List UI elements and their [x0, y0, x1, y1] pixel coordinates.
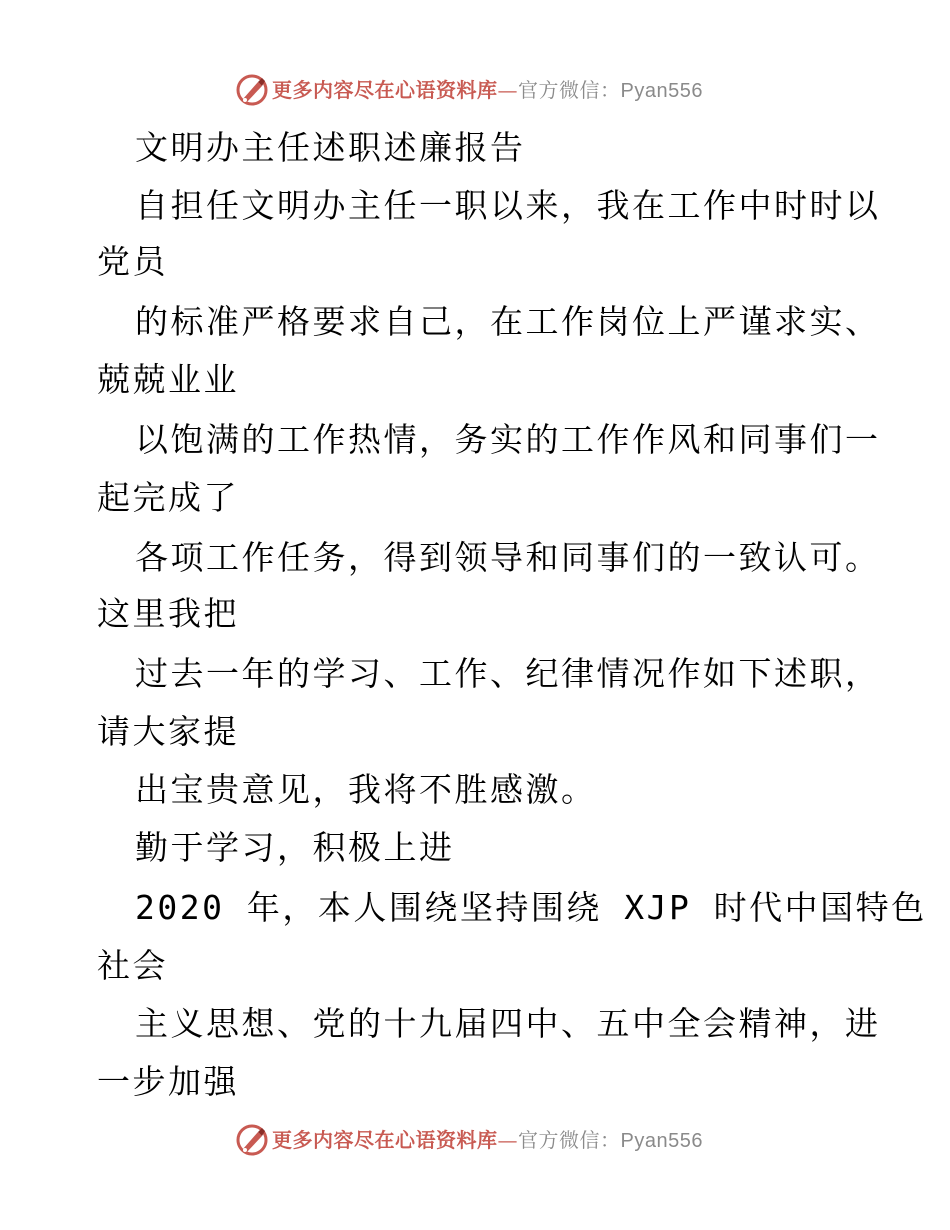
banner-wechat-label: 官方微信：	[518, 1128, 621, 1152]
banner-text	[272, 77, 703, 104]
text-line: 过去一年的学习、工作、纪律情况作如下述职，	[135, 654, 881, 693]
text-line: 起完成了	[97, 478, 239, 517]
banner-separator: —	[497, 1128, 518, 1152]
text-line: 各项工作任务，得到领导和同事们的一致认可。	[135, 538, 881, 577]
pen-logo-icon	[234, 72, 270, 108]
text-line: 一步加强	[97, 1062, 239, 1101]
banner-main-text: 更多内容尽在心语资料库	[272, 78, 498, 102]
text-line: 这里我把	[97, 594, 239, 633]
text-line: 社会	[97, 946, 168, 985]
header-banner	[0, 68, 950, 112]
text-line: 请大家提	[97, 712, 239, 751]
text-line: 出宝贵意见，我将不胜感激。	[135, 770, 597, 809]
footer-banner	[0, 1118, 950, 1162]
text-line: 主义思想、党的十九届四中、五中全会精神，进	[135, 1004, 881, 1043]
text-line: 2020 年，本人围绕坚持围绕 XJP 时代中国特色	[135, 888, 927, 927]
banner-wechat-id: Pyan556	[620, 1130, 703, 1152]
pen-logo-icon	[234, 1122, 270, 1158]
text-line: 的标准严格要求自己，在工作岗位上严谨求实、	[135, 302, 881, 341]
banner-separator: —	[497, 78, 518, 102]
banner-text	[272, 1127, 703, 1154]
banner-wechat-id: Pyan556	[620, 80, 703, 102]
text-line: 以饱满的工作热情，务实的工作作风和同事们一	[135, 420, 881, 459]
section-heading: 勤于学习，积极上进	[135, 828, 455, 867]
banner-main-text: 更多内容尽在心语资料库	[272, 1128, 498, 1152]
text-line: 兢兢业业	[97, 360, 239, 399]
text-line: 自担任文明办主任一职以来，我在工作中时时以	[135, 186, 881, 225]
text-line: 党员	[97, 242, 168, 281]
document-title: 文明办主任述职述廉报告	[135, 128, 526, 167]
banner-wechat-label: 官方微信：	[518, 78, 621, 102]
